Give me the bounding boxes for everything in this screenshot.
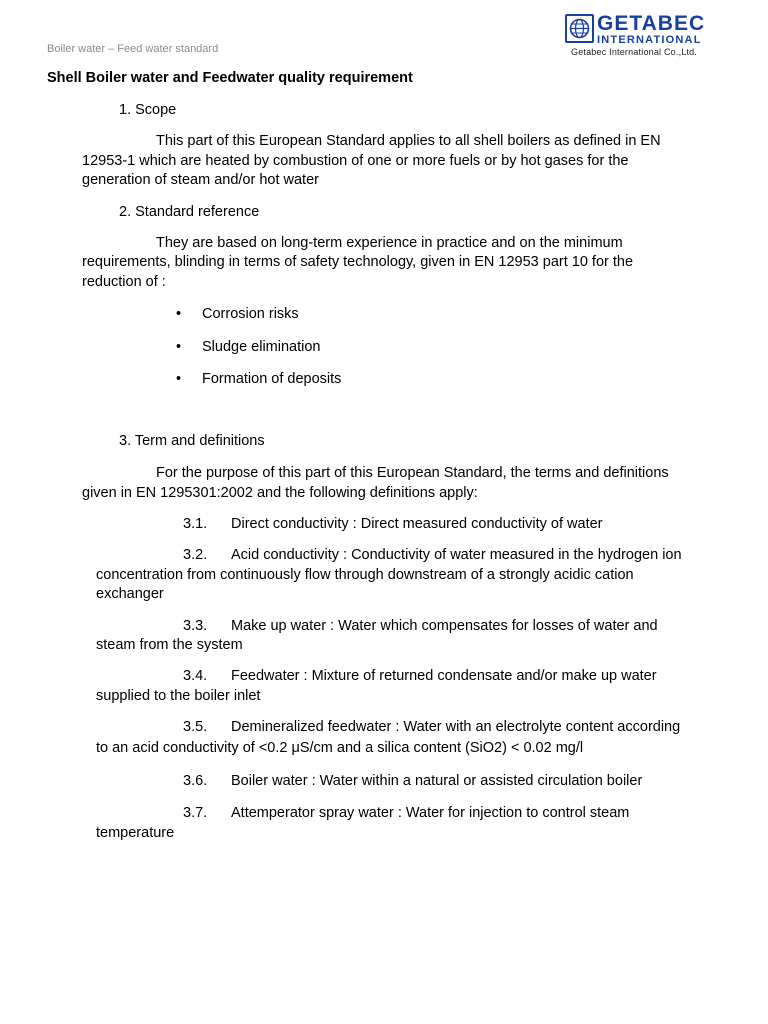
paragraph-line: For the purpose of this part of this European Standard, the terms and definitions [156,465,669,481]
definition-number: 3.2. [183,547,208,563]
definition-text: Demineralized feedwater : Water with an electrolyte content according [231,719,681,735]
logo-subtitle: INTERNATIONAL [597,34,702,46]
bullet-dot: • [176,339,182,355]
paragraph-line: They are based on long-term experience in practice and on the minimum [156,235,623,251]
definition-text: supplied to the boiler inlet [96,688,261,704]
definition-number: 3.4. [183,668,208,684]
definition-text: Make up water : Water which compensates for losses of water and [231,618,658,634]
running-header: Boiler water – Feed water standard [47,43,219,55]
paragraph-line: given in EN 1295301:2002 and the following definitions apply: [82,485,478,501]
definition-text: Attemperator spray water : Water for injection to control steam [231,805,630,821]
definition-text: Boiler water : Water within a natural or assisted circulation boiler [231,773,643,789]
paragraph-line: generation of steam and/or hot water [82,172,319,188]
logo-caption: Getabec International Co.,Ltd. [571,47,698,57]
definition-number: 3.1. [183,516,208,532]
list-item: Formation of deposits [202,371,342,387]
definition-text: steam from the system [96,637,243,653]
paragraph-line: This part of this European Standard applies to all shell boilers as defined in EN [156,133,661,149]
definition-number: 3.5. [183,719,208,735]
definition-text: Direct conductivity : Direct measured conductivity of water [231,516,603,532]
definition-text: Feedwater : Mixture of returned condensate and/or make up water [231,668,657,684]
definition-number: 3.6. [183,773,208,789]
bullet-dot: • [176,306,182,322]
definition-number: 3.3. [183,618,208,634]
definition-number: 3.7. [183,805,208,821]
definition-text: exchanger [96,586,164,602]
list-item: Corrosion risks [202,306,299,322]
section-heading: 3. Term and definitions [119,433,265,449]
definition-text: concentration from continuously flow through downstream of a strongly acidic cation [96,567,634,583]
definition-text: to an acid conductivity of <0.2 μS/cm and a silica content (SiO2) < 0.02 mg/l [96,740,584,756]
globe-icon [565,14,594,43]
paragraph-line: reduction of : [82,274,166,290]
list-item: Sludge elimination [202,339,321,355]
section-heading: 2. Standard reference [119,204,260,220]
section-heading: 1. Scope [119,102,177,118]
company-logo [565,14,707,58]
paragraph-line: 12953-1 which are heated by combustion of one or more fuels or by hot gases for the [82,153,629,169]
definition-text: Acid conductivity : Conductivity of water measured in the hydrogen ion [231,547,682,563]
paragraph-line: requirements, blinding in terms of safety technology, given in EN 12953 part 10 for the [82,254,634,270]
bullet-dot: • [176,371,182,387]
document-title: Shell Boiler water and Feedwater quality requirement [47,70,413,86]
definition-text: temperature [96,825,175,841]
logo-wordmark: GETABEC [597,12,706,35]
